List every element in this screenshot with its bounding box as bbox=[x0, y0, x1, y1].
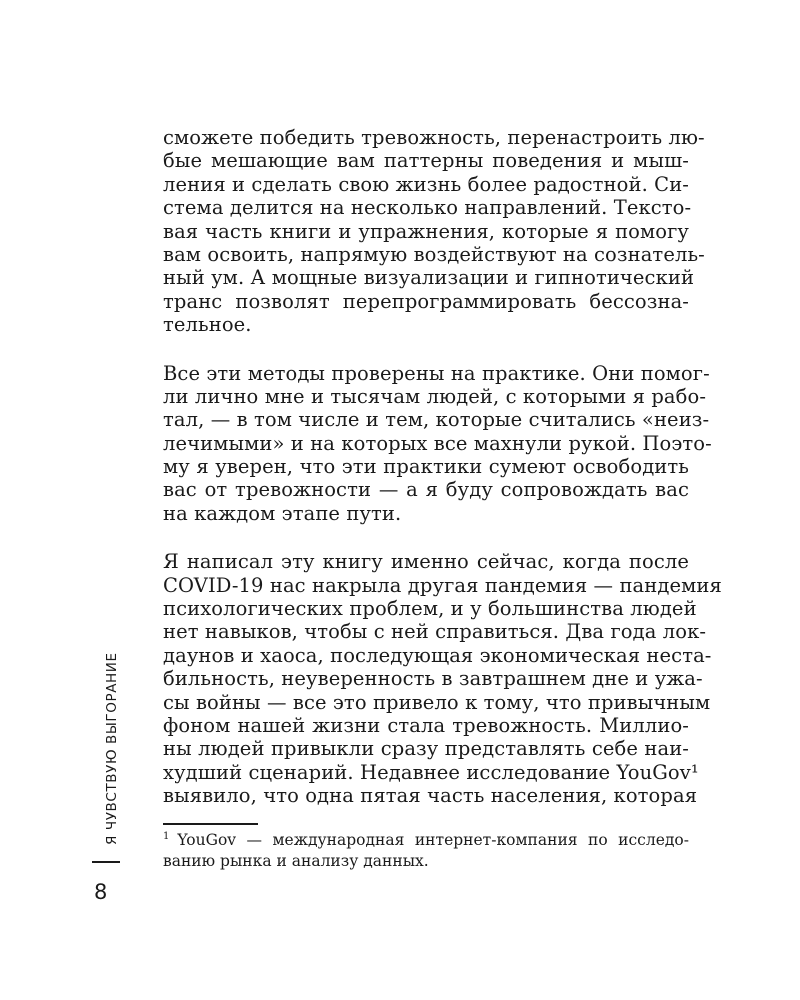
text-line: тал, — в том числе и тем, которые считались «неиз- bbox=[163, 408, 710, 432]
text-line: стема делится на несколько направлений. Тексто- bbox=[163, 196, 692, 220]
paragraph-1 bbox=[163, 126, 705, 337]
text-line: Я написал эту книгу именно сейчас, когда после bbox=[163, 550, 689, 574]
text-line: на каждом этапе пути. bbox=[163, 501, 402, 525]
running-title: Я ЧУВСТВУЮ ВЫГОРАНИЕ bbox=[104, 652, 120, 845]
paragraph-3 bbox=[163, 550, 722, 808]
text-line: Все эти методы проверены на практике. Они помог- bbox=[163, 361, 710, 385]
text-line: фоном нашей жизни стала тревожность. Миллио- bbox=[163, 713, 689, 737]
text-line: вая часть книги и упражнения, которые я помогу bbox=[163, 219, 689, 243]
text-line: му я уверен, что эти практики сумеют освободить bbox=[163, 455, 689, 479]
paragraph-2 bbox=[163, 361, 712, 526]
text-line: ли лично мне и тысячам людей, с которыми я рабо- bbox=[163, 384, 707, 408]
footnote bbox=[163, 830, 689, 871]
text-line: ления и сделать свою жизнь более радостной. Си- bbox=[163, 172, 689, 196]
text-line: вас от тревожности — а я буду сопровождать вас bbox=[163, 478, 689, 502]
page-number: 8 bbox=[94, 880, 108, 904]
text-line: сможете победить тревожность, перенастроить лю- bbox=[163, 126, 705, 149]
text-line: ны людей привыкли сразу представлять себе наи- bbox=[163, 737, 689, 761]
text-line: выявило, что одна пятая часть населения, которая bbox=[163, 784, 698, 808]
text-line: бые мешающие вам паттерны поведения и мыш- bbox=[163, 149, 689, 173]
text-line: даунов и хаоса, последующая экономическая неста- bbox=[163, 643, 712, 667]
text-line: вам освоить, напрямую воздействуют на сознатель- bbox=[163, 242, 705, 266]
text-line: сы войны — все это привело к тому, что привычным bbox=[163, 690, 711, 714]
text-line: тельное. bbox=[163, 313, 252, 337]
text-line: транс позволят перепрограммировать бессозна- bbox=[163, 289, 689, 313]
text-line: бильность, неуверенность в завтрашнем дне и ужа- bbox=[163, 667, 703, 691]
text-line: нет навыков, чтобы с ней справиться. Два года лок- bbox=[163, 620, 707, 644]
text-line: COVID-19 нас накрыла другая пандемия — пандемия bbox=[163, 573, 722, 597]
running-title-divider bbox=[92, 861, 120, 863]
footnote-line bbox=[163, 830, 689, 851]
main-text bbox=[163, 126, 722, 833]
text-line: лечимыми» и на которых все махнули рукой. Поэто- bbox=[163, 431, 712, 455]
footnote-divider bbox=[163, 823, 258, 825]
text-line: худший сценарий. Недавнее исследование YouGov¹ bbox=[163, 760, 699, 784]
footnote-marker: 1 bbox=[163, 830, 170, 842]
footnote-line: ванию рынка и анализу данных. bbox=[163, 851, 429, 870]
text-line: ный ум. А мощные визуализации и гипнотический bbox=[163, 266, 695, 290]
text-line: психологических проблем, и у большинства людей bbox=[163, 597, 697, 621]
footnote-text: YouGov — международная интернет-компания по исследо- bbox=[177, 831, 689, 849]
